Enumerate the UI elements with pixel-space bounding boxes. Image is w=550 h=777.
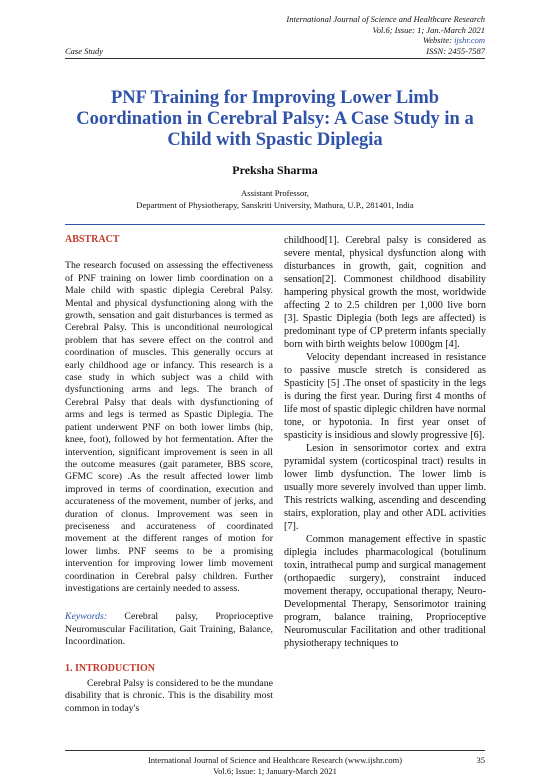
keywords-label: Keywords: — [65, 611, 108, 623]
abstract-text: The research focused on assessing the effectiveness of PNF training on lower limb coordination on a Male child with spastic diplegia Cerebral Palsy. Mental and physical dysfunctioning along with the growth, sensation and gait disturbances is termed as Cerebral Palsy. This is unconditional neurological problem that has severe effect on the control and coordination of muscles. This generally occurs at early childhood age or infancy. This research is a case study in which subject was a child with dysfunctioning arms and legs. The branch of Cerebral Palsy that deals with dysfunctioning of arms and legs is termed as Spastic Diplegia. The patient underwent PNF on both lower limbs (hip, knee, foot), followed by hot fermentation. After the intervention, significant improvement is seen in all the outcome measures (gait parameter, BBS score, GFMC score) .As the result affected lower limb improved in terms of coordination, execution and accurateness of the movement, number of jerks, and duration of clonus. Improvement was seen in preciseness and accurateness of coordinated movement at the different ranges of motion for lower limbs. PNF seems to be a promising intervention for improving lower limb movement coordination in Cerebral palsy children. Further investigations are certainly needed to assess. — [65, 260, 273, 594]
website-line: Website: ijshr.com — [422, 35, 485, 45]
author-role: Assistant Professor, — [241, 188, 309, 198]
keywords-list: Cerebral palsy, Proprioceptive Neuromuscular Facilitation, Gait Training, Balance, Incoordination. — [65, 611, 273, 648]
footer-issue: Vol.6; Issue: 1; January-March 2021 — [213, 766, 337, 776]
page-number: 35 — [476, 755, 485, 765]
introduction-paragraph: Cerebral Palsy is considered to be the mundane disability that is chronic. This is the disability most common in today's — [65, 678, 273, 714]
intro-paragraph-4: Common management effective in spastic diplegia includes pharmacological (botulinum toxin, intrathecal pump and surgical management (orthopaedic surgery), constraint induced movement therapy, occupational therapy, Neuro-Developmental Therapy, Sensorimotor training program, balance training, Proprioceptive Neuromuscular Facilitation and other traditional physiotherapy techniques to — [284, 534, 486, 649]
footer-rule — [65, 750, 485, 751]
left-column — [65, 234, 273, 715]
volume-info: Vol.6; Issue: 1; Jan.-March 2021 — [372, 24, 485, 35]
introduction-heading: 1. INTRODUCTION — [65, 662, 156, 674]
intro-paragraph-2: Velocity dependant increased in resistance to passive muscle stretch is considered as Spasticity [5] .The onset of spasticity in the legs is during the first year. During first 4 months of life most of spastic diplegic children have normal tone, or hypotonia. In first year onset of spasticity is insidious and slowly progressive [6]. — [284, 352, 486, 441]
paper-title: PNF Training for Improving Lower Limb Coordination in Cerebral Palsy: A Case Study in a Child with Spastic Diplegia — [76, 88, 474, 150]
keywords — [65, 611, 273, 648]
website-link[interactable]: ijshr.com — [454, 35, 485, 45]
right-column — [284, 234, 486, 650]
running-header — [286, 14, 485, 46]
header-rule — [65, 58, 485, 59]
abstract-heading: ABSTRACT — [65, 234, 120, 245]
author-affiliation: Department of Physiotherapy, Sanskriti University, Mathura, U.P., 281401, India — [136, 200, 414, 210]
journal-name: International Journal of Science and Healthcare Research — [286, 14, 485, 24]
intro-paragraph-3: Lesion in sensorimotor cortex and extra pyramidal system (corticospinal tract) results in lower limb dysfunction. The lower limb is usually more severely involved than upper limb. This restricts walking, ascending and descending stairs, exploration, play and other ADL activities [7]. — [284, 443, 486, 532]
issn: ISSN: 2455-7587 — [426, 46, 485, 56]
page-footer — [65, 755, 485, 777]
footer-journal: International Journal of Science and Healthcare Research (www.ijshr.com) — [147, 755, 403, 765]
intro-paragraph-1: childhood[1]. Cerebral palsy is considered as severe mental, physical dysfunction along with disturbances in growth, gait, cognition and sensation[2]. Commonest childhood disability hampering physical growth the most, worldwide affecting 2 to 2.5 children per 1,000 live born [3]. Spastic Diplegia (both legs are affected) is predominant type of CP preterm infants specially born with birth weights below 1000gm [4]. — [284, 235, 486, 350]
author-name: Preksha Sharma — [232, 163, 318, 177]
title-rule — [65, 224, 485, 225]
article-type: Case Study — [65, 46, 104, 56]
